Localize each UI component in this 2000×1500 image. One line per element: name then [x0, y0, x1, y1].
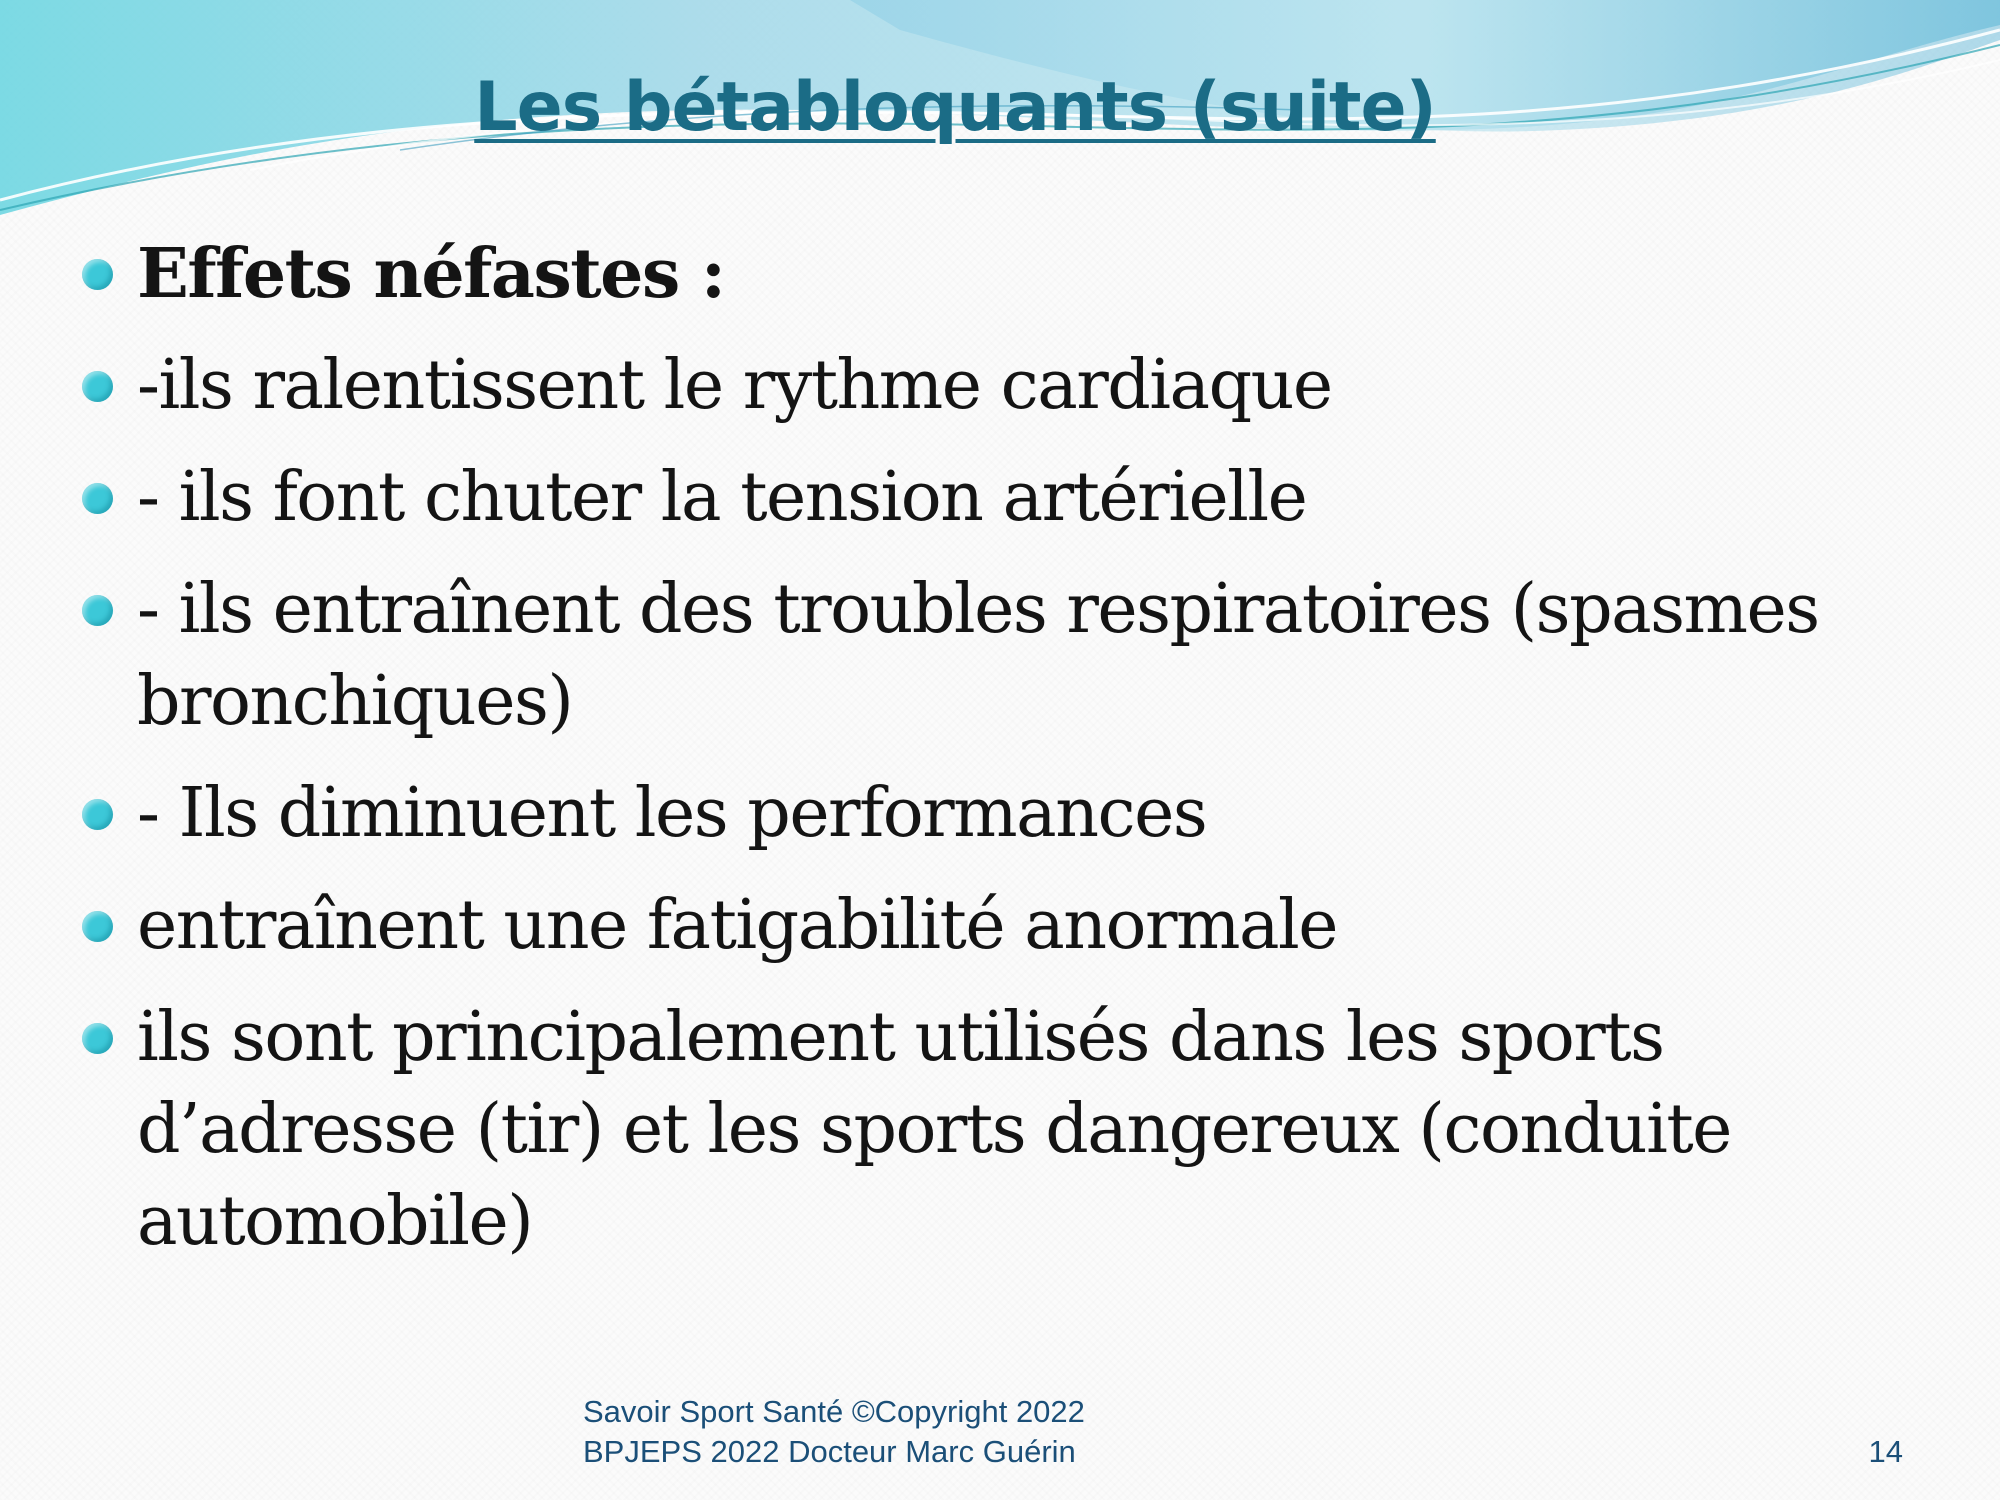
bullet-item: [82, 228, 1962, 320]
bullet-text: ils sont principalement utilisés dans les sports d’adresse (tir) et les sports dangereux (conduite automobile): [137, 998, 1731, 1261]
bullet-dot-icon: [82, 483, 113, 514]
bullet-item: [82, 880, 1962, 972]
bullet-list: [82, 228, 1962, 1288]
footer-author: BPJEPS 2022 Docteur Marc Guérin: [583, 1434, 1076, 1469]
bullet-text: - Ils diminuent les performances: [137, 774, 1207, 853]
bullet-item: [82, 564, 1962, 748]
bullet-dot-icon: [82, 371, 113, 402]
bullet-text: entraînent une fatigabilité anormale: [137, 886, 1337, 965]
bullet-item: [82, 768, 1962, 860]
slide-title: Les bétabloquants (suite): [474, 68, 1436, 147]
bullet-dot-icon: [82, 259, 113, 290]
page-number: 14: [1868, 1434, 1903, 1469]
bullet-dot-icon: [82, 595, 113, 626]
bullet-text: - ils font chuter la tension artérielle: [137, 458, 1307, 537]
bullet-item: [82, 992, 1962, 1268]
bullet-dot-icon: [82, 911, 113, 942]
bullet-item: [82, 452, 1962, 544]
bullet-dot-icon: [82, 1023, 113, 1054]
slide-footer: [583, 1392, 1085, 1472]
bullet-dot-icon: [82, 799, 113, 830]
bullet-text: Effets néfastes :: [137, 234, 725, 314]
footer-copyright: Savoir Sport Santé ©Copyright 2022: [583, 1394, 1085, 1429]
bullet-item: [82, 340, 1962, 432]
bullet-text: - ils entraînent des troubles respiratoires (spasmes bronchiques): [137, 570, 1819, 741]
bullet-text: -ils ralentissent le rythme cardiaque: [137, 346, 1332, 425]
